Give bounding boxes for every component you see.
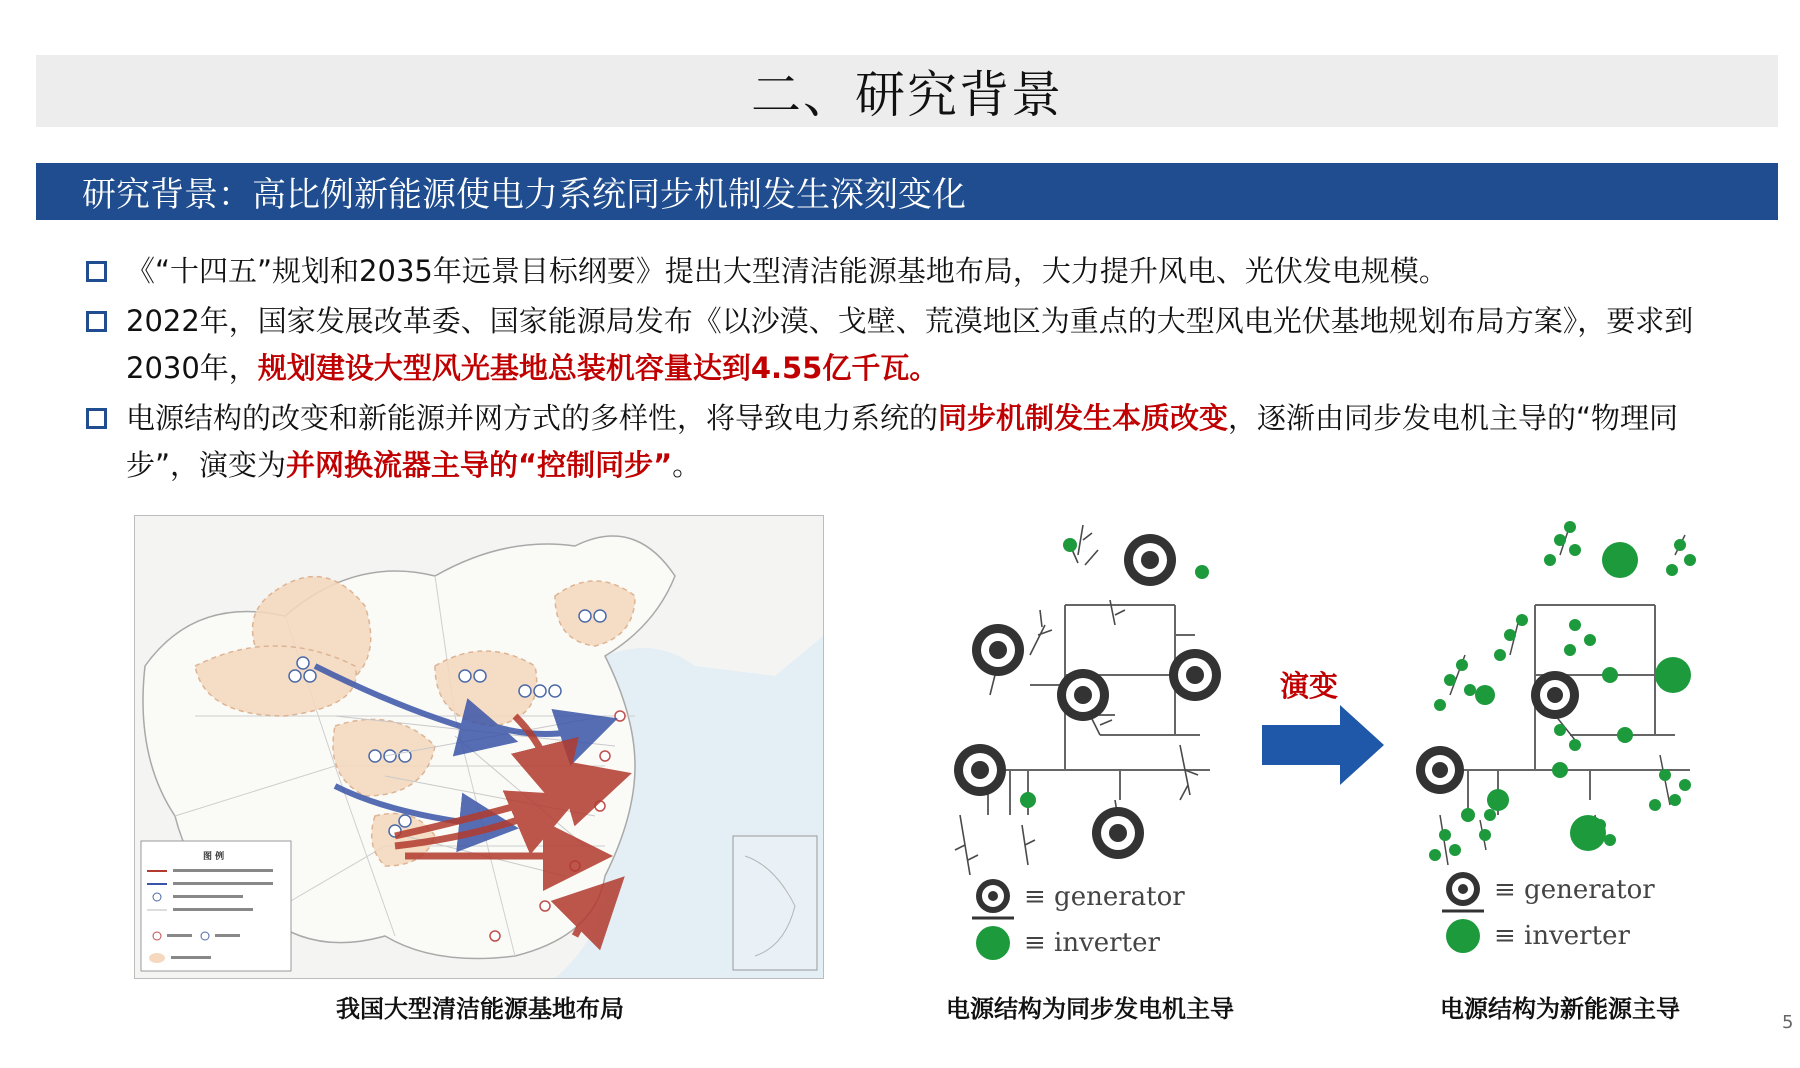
- bullet-text: ，逐渐由同步发电机主导的“物理同步”，演变为: [126, 401, 1679, 482]
- bullet-text: 。: [672, 448, 702, 482]
- bullet-square-icon: [86, 408, 107, 429]
- slide-title: 二、研究背景: [751, 66, 1063, 124]
- bullet-item: [84, 298, 1744, 392]
- bullet-highlight: 规划建设大型风光基地总装机容量达到4.55亿千瓦。: [257, 351, 939, 385]
- bullet-text: 2022年，国家发展改革委、国家能源局发布《以沙漠、戈壁、荒漠地区为重点的大型风电光伏基地规划布局方案》，要求到2030年，: [126, 304, 1694, 385]
- inverter-icon: [970, 923, 1016, 963]
- section-heading-bar: [36, 163, 1778, 220]
- generator-legend-text: ≡ generator: [1024, 882, 1185, 912]
- generator-dominated-diagram: [940, 515, 1240, 875]
- inverter-dominated-diagram: [1410, 515, 1720, 875]
- map-legend-title: 图 例: [203, 852, 225, 862]
- generator-icon: [1440, 867, 1486, 913]
- section-heading: 研究背景：高比例新能源使电力系统同步机制发生深刻变化: [82, 175, 966, 215]
- china-map-graphic: [135, 516, 823, 978]
- map-caption: 我国大型清洁能源基地布局: [336, 995, 624, 1023]
- inverter-legend-text: ≡ inverter: [1024, 928, 1160, 958]
- bullet-square-icon: [86, 311, 107, 332]
- evolution-arrow-icon: [1262, 705, 1387, 785]
- bullet-item: [84, 248, 1744, 295]
- clean-energy-base-map: [134, 515, 824, 979]
- generator-legend-text: ≡ generator: [1494, 875, 1655, 905]
- generator-legend-right: [1440, 868, 1680, 958]
- inverter-legend-text: ≡ inverter: [1494, 921, 1630, 951]
- evolution-label: 演变: [1280, 669, 1339, 703]
- page-number: 5: [1782, 1012, 1794, 1033]
- slide-title-bar: [36, 55, 1778, 127]
- bullet-text: 《“十四五”规划和2035年远景目标纲要》提出大型清洁能源基地布局，大力提升风电、光伏发电规模。: [126, 254, 1448, 288]
- bullet-list: [84, 248, 1744, 492]
- bullet-highlight: 并网换流器主导的“控制同步”: [286, 448, 673, 482]
- inverter-icon: [1440, 916, 1486, 956]
- left-diagram-caption: 电源结构为同步发电机主导: [946, 995, 1234, 1023]
- bullet-item: [84, 395, 1744, 489]
- generator-icon: [970, 874, 1016, 920]
- generator-legend-left: [970, 875, 1210, 965]
- bullet-square-icon: [86, 261, 107, 282]
- bullet-text: 电源结构的改变和新能源并网方式的多样性，将导致电力系统的: [126, 401, 939, 435]
- bullet-highlight: 同步机制发生本质改变: [938, 401, 1229, 435]
- right-diagram-caption: 电源结构为新能源主导: [1440, 995, 1680, 1023]
